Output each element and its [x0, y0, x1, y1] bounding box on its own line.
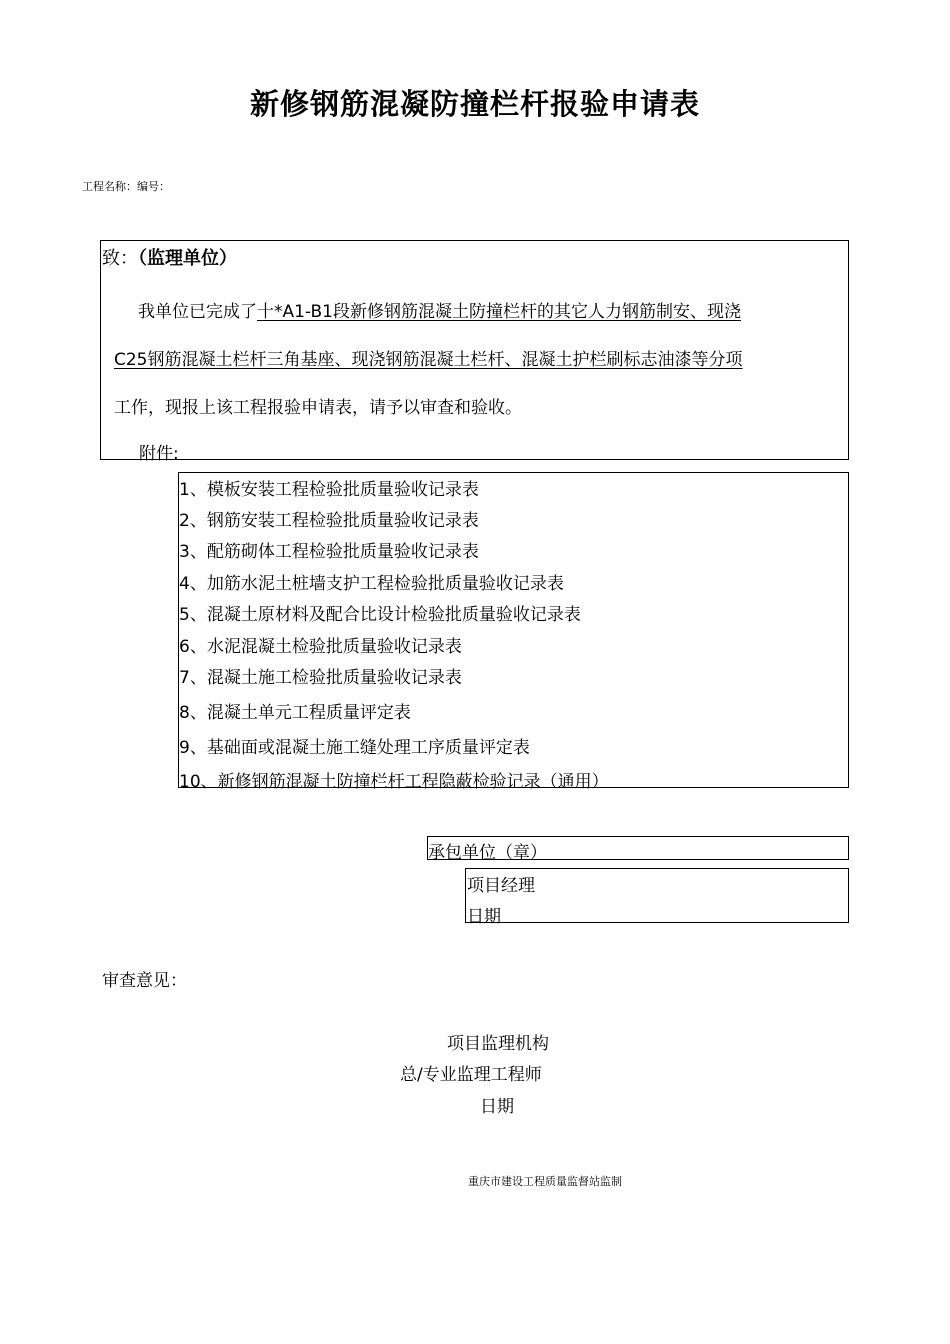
attachments-label: 附件: [139, 444, 179, 464]
project-meta-line: 工程名称：编号： [82, 180, 170, 193]
issuer-footer: 重庆市建设工程质量监督站监制 [468, 1175, 622, 1188]
attachment-item: 6、水泥混凝土检验批质量验收记录表 [179, 637, 462, 657]
request-line-1-prefix: 我单位已完成了 [138, 302, 257, 322]
supervision-unit-label: （监理单位） [138, 248, 237, 269]
contractor-unit-label: 承包单位（章） [428, 843, 547, 863]
attachment-item: 4、加筋水泥土桩墙支护工程检验批质量验收记录表 [179, 574, 564, 594]
review-date-label: 日期 [480, 1097, 514, 1117]
request-line-1-scope: 十*A1-B1段新修钢筋混凝土防撞栏杆的其它人力钢筋制安、现浇 [257, 302, 741, 322]
supervision-engineer-label: 总/专业监理工程师 [400, 1065, 542, 1085]
attachment-item: 8、混凝土单元工程质量评定表 [179, 703, 411, 723]
attachment-item: 7、混凝土施工检验批质量验收记录表 [179, 668, 462, 688]
project-manager-label: 项目经理 [467, 876, 535, 896]
attachment-item: 2、钢筋安装工程检验批质量验收记录表 [179, 511, 479, 531]
contractor-date-label: 日期 [467, 907, 501, 927]
request-line-1 [138, 297, 741, 322]
supervision-agency-label: 项目监理机构 [447, 1034, 549, 1054]
request-line-2 [114, 345, 743, 370]
attachment-item: 9、基础面或混凝土施工缝处理工序质量评定表 [179, 738, 530, 758]
addressee-prefix: 致： [102, 248, 138, 269]
attachment-item: 10、新修钢筋混凝土防撞栏杆工程隐蔽检验记录（通用） [179, 772, 609, 792]
request-line-3: 工作，现报上该工程报验申请表，请予以审查和验收。 [114, 398, 522, 418]
attachment-item: 3、配筋砌体工程检验批质量验收记录表 [179, 542, 479, 562]
addressee-line [102, 244, 237, 270]
review-opinion-label: 审查意见： [102, 971, 187, 991]
attachment-item: 5、混凝土原材料及配合比设计检验批质量验收记录表 [179, 605, 581, 625]
request-line-2-scope: C25钢筋混凝土栏杆三角基座、现浇钢筋混凝土栏杆、混凝土护栏刷标志油漆等分项 [114, 350, 743, 370]
document-title: 新修钢筋混凝防撞栏杆报验申请表 [249, 87, 700, 121]
attachment-item: 1、模板安装工程检验批质量验收记录表 [179, 480, 479, 500]
